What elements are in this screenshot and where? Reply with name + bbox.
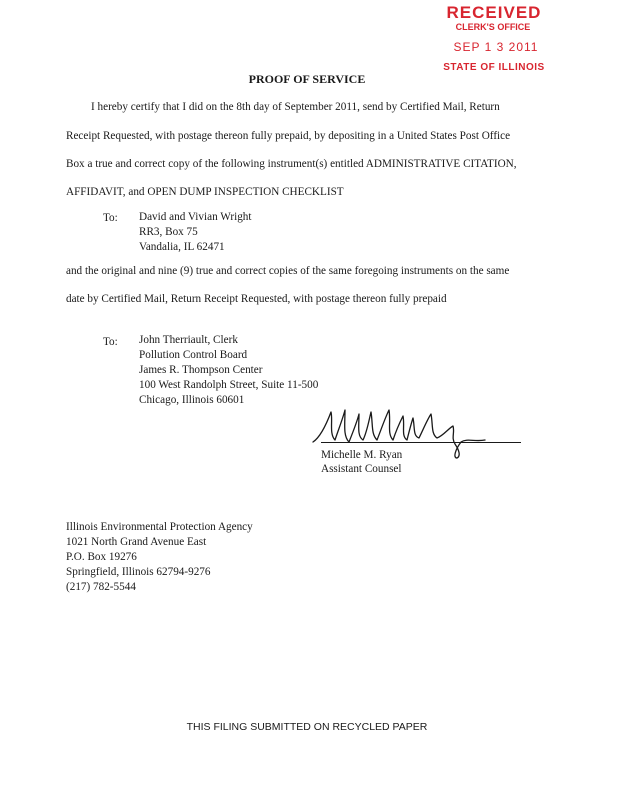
address-line: Pollution Control Board [139, 349, 248, 361]
agency-address [66, 520, 253, 595]
address-line: David and Vivian Wright [139, 211, 252, 223]
address-line: RR3, Box 75 [139, 226, 198, 238]
agency-line: 1021 North Grand Avenue East [66, 536, 207, 548]
signer-name: Michelle M. Ryan [321, 449, 403, 461]
address-line: 100 West Randolph Street, Suite 11-500 [139, 379, 319, 391]
recipient-2-label: To: [103, 336, 118, 348]
address-line: James R. Thompson Center [139, 364, 263, 376]
address-line: Vandalia, IL 62471 [139, 241, 225, 253]
address-line: Chicago, Illinois 60601 [139, 394, 245, 406]
stamp-office: CLERK'S OFFICE [455, 22, 531, 32]
recycled-paper-footer: THIS FILING SUBMITTED ON RECYCLED PAPER [186, 721, 428, 733]
signature-line [321, 442, 521, 443]
document-title: PROOF OF SERVICE [248, 72, 366, 86]
recipient-2-address [139, 333, 318, 408]
paragraph-2-line: and the original and nine (9) true and correct copies of the same foregoing instruments on the same [66, 265, 510, 277]
recipient-1-address [139, 210, 252, 255]
stamp-state: STATE OF ILLINOIS [443, 62, 545, 73]
stamp-received: RECEIVED [446, 4, 542, 22]
signer-role: Assistant Counsel [321, 463, 402, 475]
paragraph-1-line: I hereby certify that I did on the 8th day of September 2011, send by Certified Mail, Return [91, 101, 500, 113]
received-stamp [420, 4, 560, 74]
agency-line: (217) 782-5544 [66, 581, 136, 593]
agency-line: Illinois Environmental Protection Agency [66, 521, 253, 533]
recipient-1-label: To: [103, 212, 118, 224]
agency-line: P.O. Box 19276 [66, 551, 137, 563]
paragraph-1-line: Receipt Requested, with postage thereon fully prepaid, by depositing in a United States Post Office [66, 130, 511, 142]
agency-line: Springfield, Illinois 62794-9276 [66, 566, 211, 578]
paragraph-2-line: date by Certified Mail, Return Receipt Requested, with postage thereon fully prepaid [66, 293, 447, 305]
address-line: John Therriault, Clerk [139, 334, 238, 346]
stamp-date: SEP 1 3 2011 [453, 40, 539, 54]
paragraph-1-line: Box a true and correct copy of the following instrument(s) entitled ADMINISTRATIVE CITATION, [66, 158, 517, 170]
paragraph-1-line: AFFIDAVIT, and OPEN DUMP INSPECTION CHECKLIST [66, 186, 344, 198]
